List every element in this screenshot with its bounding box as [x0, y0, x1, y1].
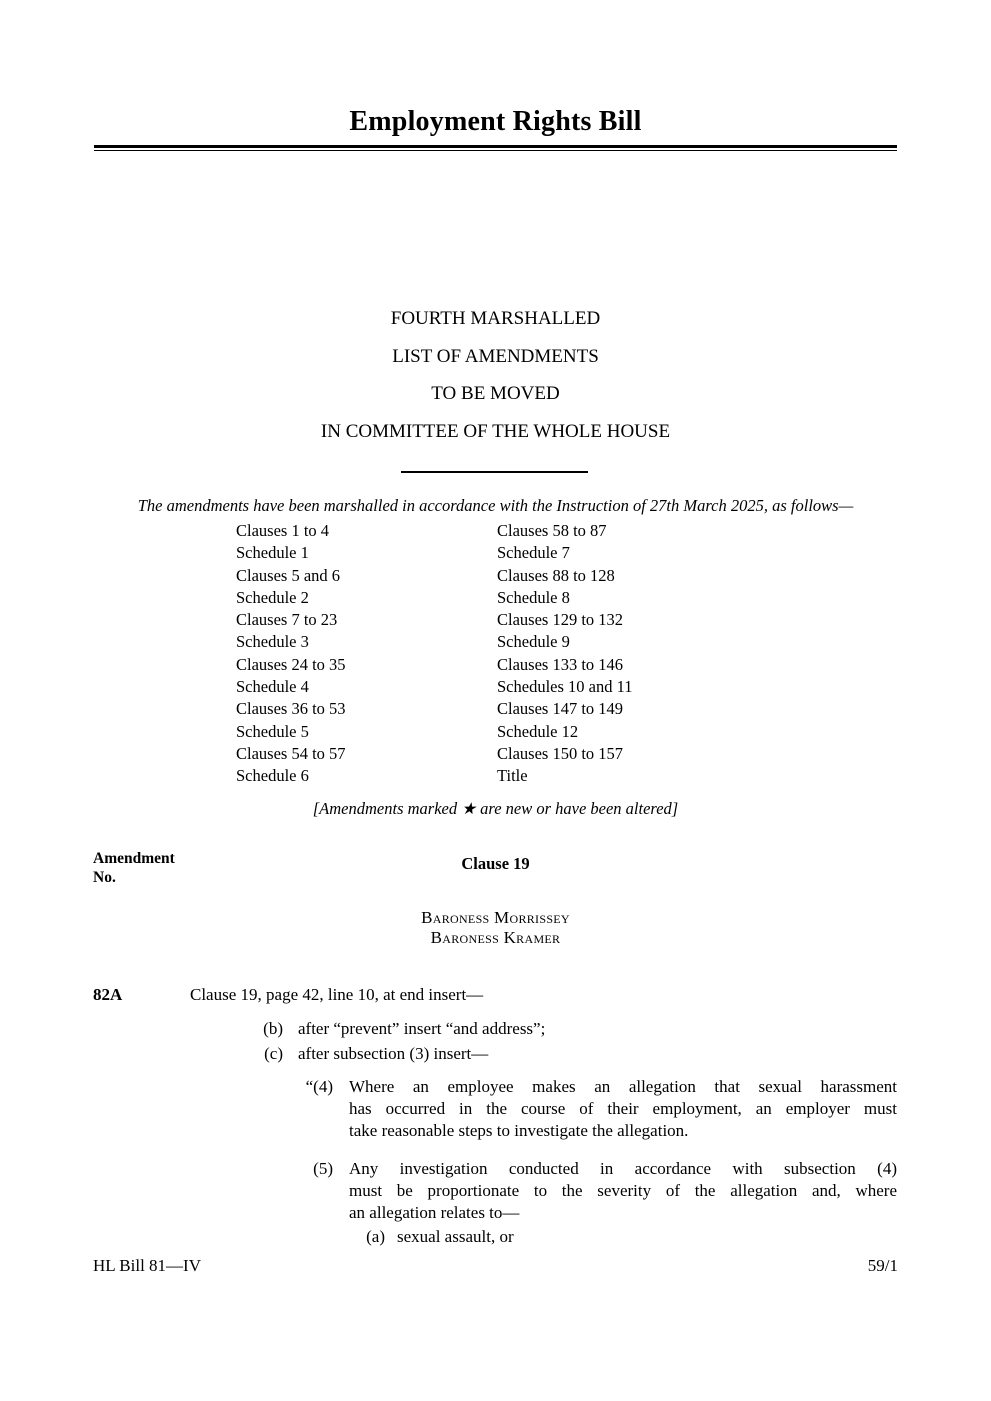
- footer-page-reference: 59/1: [867, 1256, 898, 1275]
- marshalling-instruction-note: The amendments have been marshalled in accordance with the Instruction of 27th March 2025, as follows—: [137, 496, 854, 515]
- amendment-82a: [93, 984, 899, 1248]
- sub-item-c: [93, 1041, 899, 1066]
- amendment-no-label-line1: Amendment: [93, 850, 175, 867]
- sub-item-b: [93, 1016, 899, 1041]
- marshalling-item: Clauses 58 to 87: [497, 521, 607, 540]
- footer-bill-reference: HL Bill 81—IV: [93, 1256, 201, 1275]
- inserted-subsection-4: [93, 1076, 899, 1142]
- marshalling-item: Schedules 10 and 11: [497, 677, 633, 697]
- sub-item-label: (b): [263, 1019, 283, 1038]
- subsection-text-line: an allegation relates to—: [349, 1203, 520, 1222]
- marshalling-item: Clauses 88 to 128: [497, 565, 615, 585]
- marshalling-item: Schedule 8: [497, 587, 570, 607]
- marshalling-item: Schedule 5: [236, 721, 309, 741]
- sponsor-list: [0, 908, 991, 947]
- subsection-text-line: take reasonable steps to investigate the allegation.: [349, 1121, 689, 1140]
- marshalling-item: Clauses 54 to 57: [236, 743, 346, 763]
- page-footer: [93, 1256, 898, 1276]
- marshalling-order-list: [236, 520, 633, 788]
- heading-line-2: LIST OF AMENDMENTS: [392, 345, 599, 367]
- marshalling-item: Schedule 2: [236, 587, 309, 607]
- marshalling-left-column: [236, 520, 497, 788]
- amendment-table-header: [93, 849, 898, 886]
- inserted-subsection-5: [93, 1158, 899, 1224]
- amendment-instruction: Clause 19, page 42, line 10, at end insert—: [190, 985, 484, 1004]
- subsection-text-line: Any investigation conducted in accordance with subsection (4): [349, 1159, 897, 1178]
- marshalling-item: Schedule 9: [497, 632, 570, 652]
- amendment-no-column-label: [93, 849, 175, 887]
- section-separator-rule: [401, 471, 588, 473]
- sub-item-label: (c): [264, 1044, 283, 1063]
- marshalling-item: Clauses 133 to 146: [497, 654, 624, 674]
- sub-item-text: after subsection (3) insert—: [298, 1044, 489, 1063]
- subsection-label: (5): [313, 1159, 333, 1178]
- marshalling-item: Clauses 36 to 53: [236, 699, 346, 719]
- bill-title: Employment Rights Bill: [349, 106, 642, 137]
- marshalling-item: Clauses 147 to 149: [497, 699, 624, 719]
- amendment-lead-line: [93, 984, 899, 1006]
- marshalling-item: Title: [497, 766, 528, 786]
- subsection-text-line: Where an employee makes an allegation that sexual harassment: [349, 1077, 897, 1096]
- marshalling-item: Schedule 1: [236, 543, 309, 563]
- marshalled-list-headings: [0, 300, 991, 450]
- sub-item-text: after “prevent” insert “and address”;: [298, 1019, 546, 1038]
- amendment-number: 82A: [93, 985, 123, 1004]
- marshalling-item: Clauses 7 to 23: [236, 610, 338, 630]
- marshalling-item: Clauses 150 to 157: [497, 743, 624, 763]
- heading-line-4: IN COMMITTEE OF THE WHOLE HOUSE: [320, 420, 671, 442]
- sponsor-name: Baroness Kramer: [430, 927, 561, 947]
- amendment-sub-items: [93, 1016, 899, 1066]
- sub-sub-item-a: [93, 1226, 899, 1248]
- marshalling-item: Clauses 5 and 6: [236, 565, 341, 585]
- amendment-no-label-line2: No.: [93, 869, 116, 886]
- subsection-text-line: must be proportionate to the severity of the allegation and, where: [349, 1181, 897, 1200]
- marshalling-right-column: [497, 520, 633, 788]
- heading-line-1: FOURTH MARSHALLED: [390, 308, 601, 329]
- marshalling-item: Schedule 7: [497, 543, 570, 563]
- sub-sub-item-text: sexual assault, or: [397, 1227, 514, 1246]
- heading-line-3: TO BE MOVED: [431, 383, 560, 404]
- marshalling-item: Clauses 24 to 35: [236, 654, 346, 674]
- amendments-marked-note: [Amendments marked ★ are new or have been altered]: [312, 799, 679, 818]
- subsection-label: “(4): [305, 1077, 333, 1096]
- marshalling-item: Schedule 12: [497, 721, 579, 741]
- marshalling-item: Schedule 4: [236, 677, 309, 697]
- clause-heading: Clause 19: [461, 854, 530, 873]
- subsection-text-line: has occurred in the course of their employment, an employer must: [349, 1099, 897, 1118]
- sponsor-name: Baroness Morrissey: [421, 908, 570, 927]
- marshalling-item: Schedule 6: [236, 766, 309, 786]
- marshalling-item: Schedule 3: [236, 632, 309, 652]
- subsection-text: [349, 1076, 897, 1142]
- marshalling-item: Clauses 129 to 132: [497, 610, 624, 630]
- subsection-text: [349, 1158, 897, 1224]
- sub-sub-item-label: (a): [366, 1227, 385, 1246]
- marshalling-item: Clauses 1 to 4: [236, 521, 330, 540]
- title-double-rule: [94, 145, 897, 151]
